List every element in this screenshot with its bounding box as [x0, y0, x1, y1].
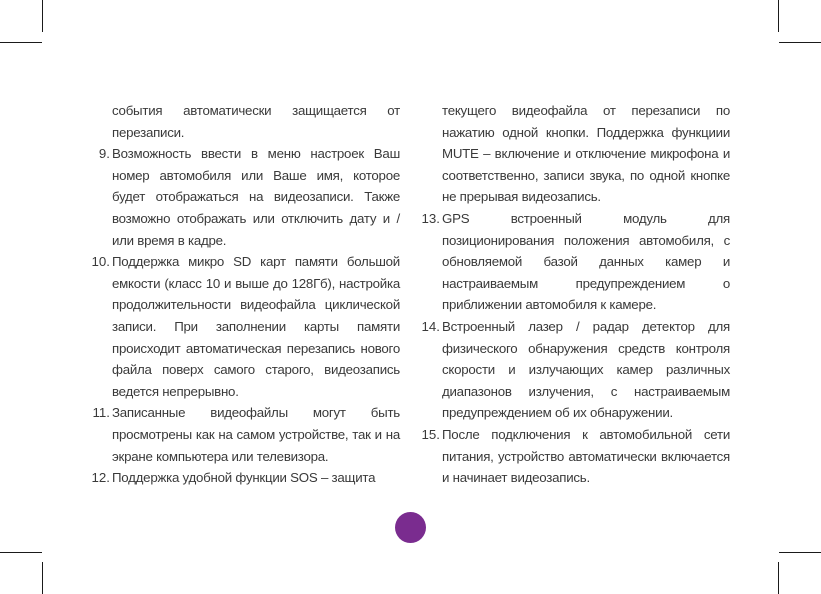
list-item-text: Встроенный лазер / радар детектор для физического обнаружения средств контроля скорости и излучающих камер различных диапазонов излучения, с настраиваемым предупреждением об их обнаружении.	[442, 318, 730, 421]
list-item	[98, 143, 400, 251]
list-item-number: 15.	[421, 426, 440, 442]
list-item	[91, 467, 400, 489]
crop-mark-bottom-right-vertical	[778, 562, 779, 594]
crop-mark-top-right-vertical	[778, 0, 779, 32]
crop-mark-bottom-left-horizontal	[0, 552, 42, 553]
list-item-number: 14.	[421, 318, 440, 334]
list-item-text: GPS встроенный модуль для позиционирования положения автомобиля, с обновляемой базой данных камер и настраиваемым предупреждением о приближении автомобиля к камере.	[442, 210, 730, 313]
list-item-text: Возможность ввести в меню настроек Ваш номер автомобиля или Ваше имя, которое будет отображаться на видеозаписи. Также возможно отображать или отключить дату и / или время в кадре.	[112, 146, 400, 248]
list-item	[421, 424, 730, 489]
list-item	[92, 402, 400, 467]
continuation-paragraph: события автоматически защищается от перезаписи.	[112, 103, 400, 140]
list-item	[421, 316, 730, 424]
list-item-text: Поддержка микро SD карт памяти большой емкости (класс 10 и выше до 128Гб), настройка продолжительности видеофайла циклической записи. При заполнении карты памяти происходит автоматическая перезапись нового файла поверх самого старого, видеозапись ведется непрерывно.	[112, 254, 400, 399]
list-item	[421, 208, 730, 316]
list-item-number: 12.	[91, 470, 110, 486]
left-text-column	[91, 100, 400, 489]
list-item	[91, 251, 400, 402]
list-item-number: 13.	[421, 210, 440, 226]
list-item-number: 11.	[92, 405, 110, 421]
list-item-number: 9.	[98, 146, 110, 162]
continuation-paragraph: текущего видеофайла от перезаписи по нажатию одной кнопки. Поддержка функциии MUTE – включение и отключение микрофона и соответственно, записи звука, по одной кнопке не прерывая видеозапись.	[442, 103, 730, 205]
page-marker-dot	[395, 512, 426, 543]
crop-mark-top-left-horizontal	[0, 42, 42, 43]
crop-mark-bottom-right-horizontal	[779, 552, 821, 553]
crop-mark-top-right-horizontal	[779, 42, 821, 43]
list-item-text: Записанные видеофайлы могут быть просмотрены как на самом устройстве, так и на экране компьютера или телевизора.	[112, 405, 400, 464]
list-item-text: После подключения к автомобильной сети питания, устройство автоматически включается и начинает видеозапись.	[442, 426, 730, 486]
crop-mark-bottom-left-vertical	[42, 562, 43, 594]
list-item-number: 10.	[91, 254, 110, 270]
right-text-column	[421, 100, 730, 489]
list-item-text: Поддержка удобной функции SOS – защита	[112, 470, 376, 486]
crop-mark-top-left-vertical	[42, 0, 43, 32]
